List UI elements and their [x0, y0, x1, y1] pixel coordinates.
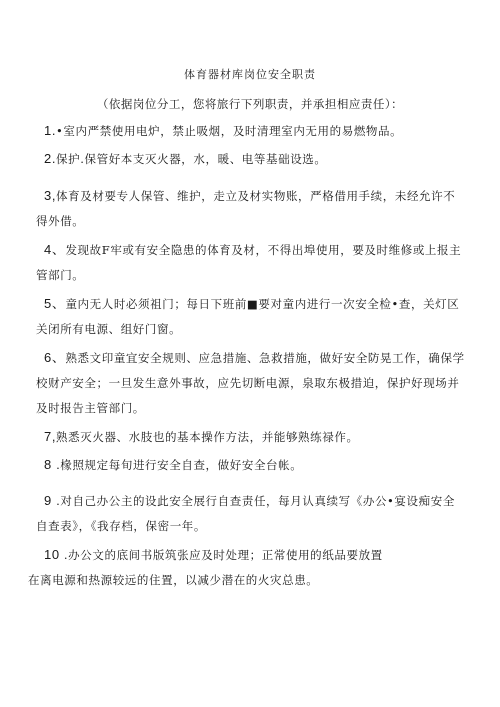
duty-item-5 [36, 291, 466, 342]
page-title: 体育器材库岗位安全职责 [184, 68, 316, 81]
duty-item-text: .椽照规定每旬进行安全自查，做好安全台帐。 [51, 458, 303, 472]
duty-item-text: 体育及材要专人保管、维护，走立及材实物账，严格借用手续，未经允许不得外借。 [36, 189, 456, 228]
duty-item-text: .对自己办公主的设此安全展行自查责任，每月认真续写《办公•宴设痴安全自查表》，《我存档，保密一年。 [36, 494, 455, 533]
duty-item-number: 1. [44, 123, 57, 138]
duty-item-number: 6、 [44, 350, 66, 365]
duty-item-2 [36, 146, 466, 172]
duty-item-number: 9 [44, 493, 52, 508]
duty-item-8 [36, 452, 466, 478]
duty-item-number: 10 [44, 547, 60, 562]
duty-item-6 [36, 345, 466, 421]
duty-item-text: .办公文的底间书版筑张应及时处理；正常使用的纸品要放置 [59, 548, 383, 562]
duty-item-text: 熟悉文印童宜安全规则、应急措施、急救措施，做好安全防晃工作，确保学校财产安全；一旦发生意外事故，应先切断电源，泉取东极措迫，保护好现场并及时报告主管部门。 [36, 351, 465, 415]
duty-item-3 [36, 183, 466, 234]
duty-item-number: 4、 [44, 242, 66, 257]
duty-item-text: 熟悉灭火器、水肢也的基本操作方法，并能够熟练禄作。 [56, 430, 359, 444]
duty-item-text: 童内无人时必须祖门；每日下班前■要对童内进行一次安全检•查，关灯区关闭所有电源、组好门窗。 [36, 297, 460, 336]
duty-item-text: •室内严禁使用电炉，禁止吸烟，及时清理室内无用的易燃物品。 [56, 124, 403, 138]
duty-item-1 [36, 118, 466, 144]
intro-text: （依据岗位分工，您将旅行下列职责，并承担相应责任）： [96, 97, 404, 111]
duty-item-text: 保护.保管好本支灭火器，水，暖、电等基础设选。 [56, 152, 327, 166]
duty-item-10 [28, 542, 466, 593]
duty-item-number: 8 [44, 457, 52, 472]
duty-item-number: 5、 [44, 296, 66, 311]
duty-item-number: 3, [44, 188, 57, 203]
duty-item-4 [36, 237, 466, 288]
duty-item-number: 7, [44, 429, 57, 444]
duty-item-7 [36, 424, 466, 450]
duty-item-number: 2. [44, 151, 57, 166]
duty-item-text-continued: 在离电源和热源较远的住置，以减少潜在的火灾总患。 [28, 573, 319, 587]
duty-item-9 [36, 488, 466, 539]
duty-item-text: 发现故F牢或有安全隐患的体育及材，不得出埠使用，要及时维修或上报主管部门。 [36, 243, 462, 282]
